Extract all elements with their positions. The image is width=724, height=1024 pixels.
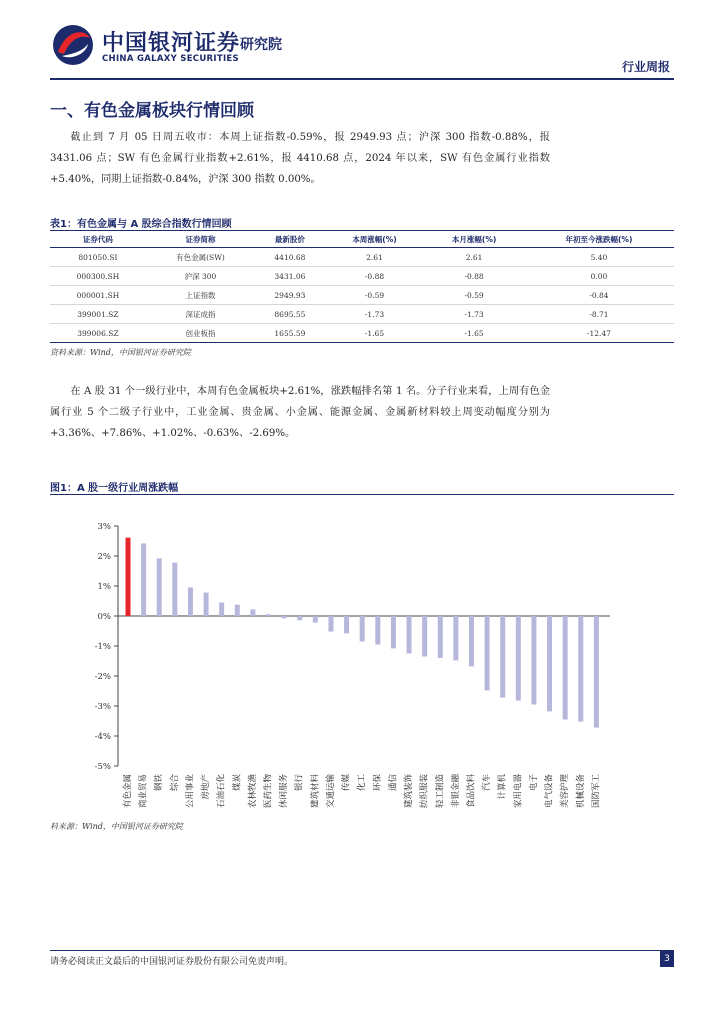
table-cell: 沪深 300 xyxy=(146,267,255,286)
y-tick-label: 0% xyxy=(97,612,111,622)
table-row xyxy=(50,248,674,267)
table-cell: -1.65 xyxy=(325,324,425,343)
figure-source-note: 料来源：Wind，中国银河证券研究院 xyxy=(50,822,183,831)
table-header-cell: 本月涨幅(%) xyxy=(451,234,497,244)
table-cell: 2.61 xyxy=(424,248,524,267)
x-tick-label: 轻工制造 xyxy=(435,774,446,809)
table-cell: -0.88 xyxy=(424,267,524,286)
table-cell: 4410.68 xyxy=(255,248,325,267)
table-cell: 5.40 xyxy=(524,248,674,267)
bar-美容护理 xyxy=(563,616,568,720)
bar-建筑材料 xyxy=(313,616,318,623)
y-tick-label: -2% xyxy=(94,672,111,682)
y-tick-label: -1% xyxy=(94,642,111,652)
bar-传媒 xyxy=(344,616,349,633)
x-tick-label: 美容护理 xyxy=(560,774,571,809)
x-tick-label: 银行 xyxy=(294,774,305,792)
table-cell: 8695.55 xyxy=(255,305,325,324)
bar-汽车 xyxy=(485,616,490,690)
table-cell: -8.71 xyxy=(524,305,674,324)
table-cell: -1.65 xyxy=(424,324,524,343)
table-cell: 2949.93 xyxy=(255,286,325,305)
table-header-cell: 证券代码 xyxy=(82,234,113,244)
bar-电子 xyxy=(531,616,536,705)
bar-非银金融 xyxy=(453,616,458,660)
table-header-cell: 年初至今涨跌幅(%) xyxy=(565,234,633,244)
table-cell: 深证成指 xyxy=(146,305,255,324)
table-header-cell: 最新股价 xyxy=(274,234,305,244)
bar-机械设备 xyxy=(578,616,583,722)
x-tick-label: 休闲服务 xyxy=(279,774,290,809)
figure-caption: 图1：A 股一级行业周涨跌幅 xyxy=(50,483,179,494)
table-cell: 有色金属(SW) xyxy=(146,248,255,267)
table-caption: 表1：有色金属与 A 股综合指数行情回顾 xyxy=(50,219,232,230)
x-tick-label: 国防军工 xyxy=(591,774,602,809)
table-row xyxy=(50,286,674,305)
bar-通信 xyxy=(391,616,396,648)
page-header xyxy=(50,22,674,78)
x-tick-label: 建筑装饰 xyxy=(404,774,415,809)
table-cell: 上证指数 xyxy=(146,286,255,305)
table-cell: -0.59 xyxy=(424,286,524,305)
bar-银行 xyxy=(297,616,302,620)
table-cell: -0.84 xyxy=(524,286,674,305)
table-cell: -1.73 xyxy=(325,305,425,324)
index-review-table xyxy=(50,231,674,343)
x-tick-label: 纺织服装 xyxy=(419,774,430,809)
table-cell: -0.88 xyxy=(325,267,425,286)
bar-轻工制造 xyxy=(438,616,443,658)
x-tick-label: 公用事业 xyxy=(185,774,196,809)
x-tick-label: 建筑材料 xyxy=(310,774,321,809)
x-tick-label: 汽车 xyxy=(482,774,493,792)
bar-有色金属 xyxy=(126,538,131,616)
table-cell: -12.47 xyxy=(524,324,674,343)
market-review-paragraph: 截止到 7 月 05 日周五收市：本周上证指数-0.59%，报 2949.93 点；沪深 300 指数-0.88%，报 3431.06 点；SW 有色金属行业指数+2.61%，报 4410.68 点，2024 年以来，SW 有色金属行业指数+5.40%，同期上证指数-0.84%，沪深 300 指数 0.00%。 xyxy=(50,132,550,185)
x-tick-label: 综合 xyxy=(169,774,180,792)
bar-农林牧渔 xyxy=(250,609,255,616)
section-title: 一、有色金属板块行情回顾 xyxy=(50,101,254,121)
table-cell: 399001.SZ xyxy=(50,305,146,324)
header-rule xyxy=(50,78,674,80)
x-tick-label: 农林牧渔 xyxy=(247,774,258,809)
bar-医药生物 xyxy=(266,614,271,616)
table-header-cell: 证券简称 xyxy=(185,234,216,244)
y-tick-label: 3% xyxy=(97,522,111,532)
x-tick-label: 房地产 xyxy=(201,774,212,800)
x-tick-label: 医药生物 xyxy=(263,774,274,809)
bar-公用事业 xyxy=(188,588,193,617)
y-tick-label: 2% xyxy=(97,552,111,562)
table-cell: 3431.06 xyxy=(255,267,325,286)
x-tick-label: 非银金融 xyxy=(450,774,461,809)
table-cell: -0.59 xyxy=(325,286,425,305)
institute-label: 研究院 xyxy=(240,37,282,53)
table-row xyxy=(50,324,674,343)
table-cell: 2.61 xyxy=(325,248,425,267)
table-cell: 399006.SZ xyxy=(50,324,146,343)
figure-caption-rule xyxy=(50,494,674,495)
bar-纺织服装 xyxy=(422,616,427,657)
table-cell: 创业板指 xyxy=(146,324,255,343)
bar-交通运输 xyxy=(328,616,333,632)
footer-rule xyxy=(50,950,674,951)
sector-weekly-change-chart xyxy=(50,500,630,818)
x-tick-label: 煤炭 xyxy=(232,774,243,792)
x-tick-label: 有色金属 xyxy=(123,774,133,809)
bar-商业贸易 xyxy=(141,543,146,616)
bar-计算机 xyxy=(500,616,505,698)
bar-煤炭 xyxy=(235,605,240,616)
x-tick-label: 交通运输 xyxy=(325,774,336,809)
x-tick-label: 石油石化 xyxy=(216,774,227,809)
bar-食品饮料 xyxy=(469,616,474,666)
bar-综合 xyxy=(172,563,177,616)
table-header-row xyxy=(50,231,674,248)
x-tick-label: 商业贸易 xyxy=(138,774,149,809)
logo-english-name: CHINA GALAXY SECURITIES xyxy=(102,54,239,64)
logo-chinese-name: 中国银河证券 xyxy=(102,31,241,56)
table-row xyxy=(50,267,674,286)
footer-disclaimer: 请务必阅读正文最后的中国银河证券股份有限公司免责声明。 xyxy=(50,957,294,967)
y-tick-label: 1% xyxy=(97,582,111,592)
x-tick-label: 电子 xyxy=(528,774,539,792)
table-cell: 000300.SH xyxy=(50,267,146,286)
bar-series xyxy=(126,538,599,728)
x-tick-label: 通信 xyxy=(388,774,399,792)
sector-review-paragraph: 在 A 股 31 个一级行业中，本周有色金属板块+2.61%，涨跌幅排名第 1 名。分子行业来看，上周有色金属行业 5 个二级子行业中，工业金属、贵金属、小金属、能源金属、金属新材料较上周变动幅度分别为+3.36%、+7.86%、+1.02%、-0.63%、-2.69%。 xyxy=(50,386,550,439)
table-row xyxy=(50,305,674,324)
x-tick-label: 电气设备 xyxy=(544,774,555,809)
table-source-note: 资料来源：Wind，中国银河证券研究院 xyxy=(50,348,191,357)
x-tick-label: 机械设备 xyxy=(575,774,586,809)
bar-石油石化 xyxy=(219,603,224,617)
bar-电气设备 xyxy=(547,616,552,711)
x-axis-labels xyxy=(122,774,601,809)
table-cell: -1.73 xyxy=(424,305,524,324)
galaxy-logo-icon xyxy=(50,22,96,68)
x-tick-label: 食品饮料 xyxy=(466,774,477,809)
y-tick-label: -3% xyxy=(94,702,111,712)
bar-家用电器 xyxy=(516,616,521,701)
x-tick-label: 钢铁 xyxy=(154,774,165,792)
report-type-label: 行业周报 xyxy=(621,60,670,74)
x-tick-label: 传媒 xyxy=(341,774,352,792)
bar-化工 xyxy=(360,616,365,642)
table-cell: 000001.SH xyxy=(50,286,146,305)
y-tick-label: -5% xyxy=(94,762,111,772)
x-tick-label: 化工 xyxy=(357,774,368,792)
bar-环保 xyxy=(375,616,380,645)
table-header-cell: 本周涨幅(%) xyxy=(352,234,397,244)
table-cell: 1655.59 xyxy=(255,324,325,343)
bar-国防军工 xyxy=(594,616,599,728)
x-tick-label: 环保 xyxy=(372,774,383,792)
bar-钢铁 xyxy=(157,558,162,616)
table-cell: 801050.SI xyxy=(50,248,146,267)
table-cell: 0.00 xyxy=(524,267,674,286)
x-tick-label: 家用电器 xyxy=(513,774,524,809)
bar-休闲服务 xyxy=(282,616,287,618)
page-number: 3 xyxy=(660,951,674,967)
bar-房地产 xyxy=(204,593,209,616)
y-tick-label: -4% xyxy=(94,732,111,742)
bar-建筑装饰 xyxy=(407,616,412,654)
x-tick-label: 计算机 xyxy=(497,774,508,800)
